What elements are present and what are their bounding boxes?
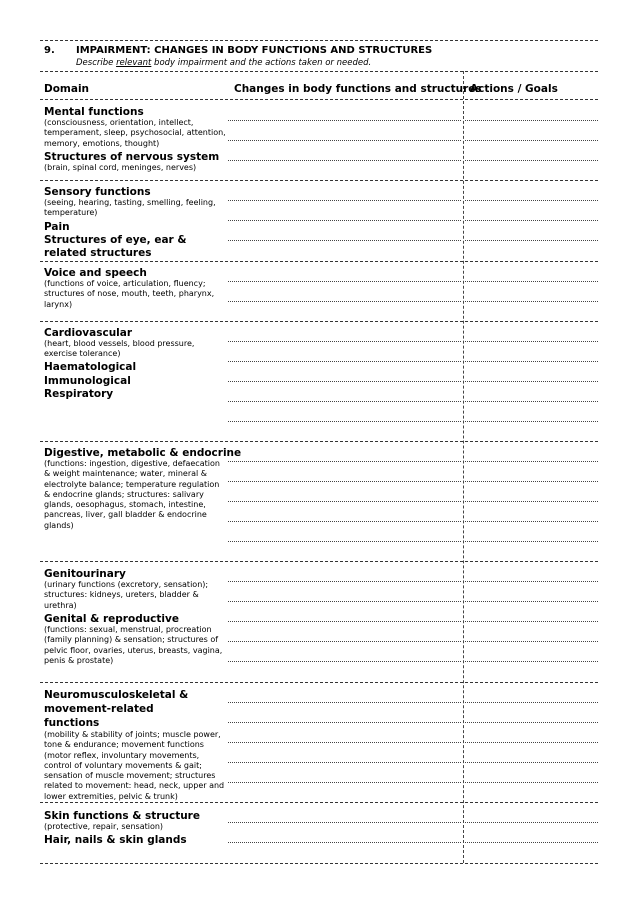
domain-heading: Mental functions (44, 106, 144, 118)
actions-writing-line[interactable] (465, 581, 598, 582)
changes-writing-line[interactable] (228, 722, 461, 723)
actions-writing-line[interactable] (465, 702, 598, 703)
actions-writing-line[interactable] (465, 742, 598, 743)
domain-detail: (functions of voice, articulation, fluency; structures of nose, mouth, teeth, pharynx, larynx) (44, 279, 215, 309)
actions-writing-line[interactable] (465, 120, 598, 121)
domain-block (44, 568, 226, 611)
changes-writing-line[interactable] (228, 240, 461, 241)
changes-writing-line[interactable] (228, 501, 461, 502)
actions-writing-line[interactable] (465, 842, 598, 843)
changes-writing-line[interactable] (228, 641, 461, 642)
actions-writing-line[interactable] (465, 481, 598, 482)
actions-writing-line[interactable] (465, 661, 598, 662)
actions-writing-line[interactable] (465, 722, 598, 723)
actions-writing-line[interactable] (465, 220, 598, 221)
domain-heading: Immunological (44, 375, 131, 387)
domain-block (44, 688, 226, 802)
changes-writing-line[interactable] (228, 200, 461, 201)
actions-writing-line[interactable] (465, 200, 598, 201)
domain-heading: Digestive, metabolic & endocrine (44, 447, 242, 459)
row-separator (40, 863, 598, 864)
changes-writing-line[interactable] (228, 421, 461, 422)
changes-writing-line[interactable] (228, 401, 461, 402)
domain-detail: (mobility & stability of joints; muscle power, tone & endurance; movement functions (motor reflex, involuntary movements, control of voluntary movements & gait; sensation of muscle movement; structures related to movement: head, neck, upper and lower extremities, pelvic & trunk) (44, 730, 225, 801)
changes-writing-line[interactable] (228, 782, 461, 783)
row-separator (40, 321, 598, 322)
changes-writing-line[interactable] (228, 661, 461, 662)
row-separator (40, 180, 598, 181)
domain-block (44, 234, 226, 260)
domain-heading: Structures of nervous system (44, 151, 220, 163)
domain-block (44, 221, 226, 233)
column-header-rule (40, 99, 598, 100)
actions-writing-line[interactable] (465, 160, 598, 161)
changes-writing-line[interactable] (228, 160, 461, 161)
domain-detail: (brain, spinal cord, meninges, nerves) (44, 163, 197, 172)
domain-heading: Neuromusculoskeletal & movement-related functions (44, 689, 189, 729)
actions-writing-line[interactable] (465, 421, 598, 422)
changes-writing-line[interactable] (228, 521, 461, 522)
top-rule (40, 40, 598, 41)
domain-detail: (seeing, hearing, tasting, smelling, feeling, temperature) (44, 198, 216, 218)
domain-block (44, 327, 226, 360)
domain-block (44, 361, 226, 373)
domain-block (44, 267, 226, 310)
header-rule (40, 71, 598, 72)
domain-block (44, 834, 226, 846)
changes-writing-line[interactable] (228, 461, 461, 462)
row-separator (40, 261, 598, 262)
domain-heading: Sensory functions (44, 186, 151, 198)
domain-heading: Structures of eye, ear & related structures (44, 234, 187, 259)
actions-writing-line[interactable] (465, 762, 598, 763)
actions-writing-line[interactable] (465, 361, 598, 362)
actions-writing-line[interactable] (465, 621, 598, 622)
domain-block (44, 447, 242, 531)
changes-writing-line[interactable] (228, 581, 461, 582)
changes-writing-line[interactable] (228, 361, 461, 362)
domain-block (44, 810, 226, 832)
changes-writing-line[interactable] (228, 281, 461, 282)
changes-writing-line[interactable] (228, 341, 461, 342)
actions-column-divider (463, 71, 464, 863)
actions-writing-line[interactable] (465, 381, 598, 382)
domain-block (44, 106, 226, 149)
domain-detail: (consciousness, orientation, intellect, temperament, sleep, psychosocial, attention, memory, emotions, thought) (44, 118, 226, 148)
domain-heading: Hair, nails & skin glands (44, 834, 187, 846)
changes-writing-line[interactable] (228, 140, 461, 141)
column-header-changes: Changes in body functions and structures (234, 83, 482, 95)
actions-writing-line[interactable] (465, 641, 598, 642)
actions-writing-line[interactable] (465, 401, 598, 402)
section-number: 9. (44, 45, 55, 56)
changes-writing-line[interactable] (228, 842, 461, 843)
domain-heading: Respiratory (44, 388, 114, 400)
domain-heading: Genital & reproductive (44, 613, 179, 625)
actions-writing-line[interactable] (465, 521, 598, 522)
actions-writing-line[interactable] (465, 601, 598, 602)
section-instruction: Describe relevant body impairment and the actions taken or needed. (76, 58, 372, 68)
row-separator (40, 802, 598, 803)
row-separator (40, 441, 598, 442)
actions-writing-line[interactable] (465, 301, 598, 302)
actions-writing-line[interactable] (465, 541, 598, 542)
domain-detail: (functions: ingestion, digestive, defaecation & weight maintenance; water, mineral & electrolyte balance; temperature regulation & endocrine glands; structures: salivary glands, oesophagus, stomach, intestine, pancreas, liver, gall bladder & endocrine glands) (44, 459, 220, 530)
actions-writing-line[interactable] (465, 140, 598, 141)
changes-writing-line[interactable] (228, 301, 461, 302)
changes-writing-line[interactable] (228, 541, 461, 542)
actions-writing-line[interactable] (465, 240, 598, 241)
actions-writing-line[interactable] (465, 461, 598, 462)
domain-detail: (functions: sexual, menstrual, procreation (family planning) & sensation; structures of pelvic floor, ovaries, uterus, breasts, vagina, penis & prostate) (44, 625, 223, 665)
domain-heading: Voice and speech (44, 267, 147, 279)
actions-writing-line[interactable] (465, 281, 598, 282)
section-title: IMPAIRMENT: CHANGES IN BODY FUNCTIONS AND STRUCTURES (76, 45, 433, 56)
changes-writing-line[interactable] (228, 822, 461, 823)
actions-writing-line[interactable] (465, 341, 598, 342)
changes-writing-line[interactable] (228, 742, 461, 743)
domain-heading: Genitourinary (44, 568, 126, 580)
domain-detail: (heart, blood vessels, blood pressure, exercise tolerance) (44, 339, 195, 359)
domain-block (44, 186, 226, 219)
domain-heading: Haematological (44, 361, 137, 373)
changes-writing-line[interactable] (228, 120, 461, 121)
column-header-actions: Actions / Goals (470, 83, 558, 95)
actions-writing-line[interactable] (465, 782, 598, 783)
domain-detail: (protective, repair, sensation) (44, 822, 164, 831)
changes-writing-line[interactable] (228, 702, 461, 703)
row-separator (40, 561, 598, 562)
changes-writing-line[interactable] (228, 762, 461, 763)
domain-block (44, 151, 226, 173)
domain-detail: (urinary functions (excretory, sensation); structures: kidneys, ureters, bladder & urethra) (44, 580, 209, 610)
actions-writing-line[interactable] (465, 822, 598, 823)
changes-writing-line[interactable] (228, 381, 461, 382)
changes-writing-line[interactable] (228, 621, 461, 622)
domain-heading: Skin functions & structure (44, 810, 200, 822)
changes-writing-line[interactable] (228, 220, 461, 221)
changes-writing-line[interactable] (228, 481, 461, 482)
domain-block (44, 613, 226, 666)
domain-block (44, 388, 226, 400)
domain-block (44, 375, 226, 387)
domain-heading: Pain (44, 221, 70, 233)
instruction-emphasis: relevant (116, 58, 152, 68)
domain-heading: Cardiovascular (44, 327, 133, 339)
actions-writing-line[interactable] (465, 501, 598, 502)
row-separator (40, 682, 598, 683)
changes-writing-line[interactable] (228, 601, 461, 602)
column-header-domain: Domain (44, 83, 90, 95)
